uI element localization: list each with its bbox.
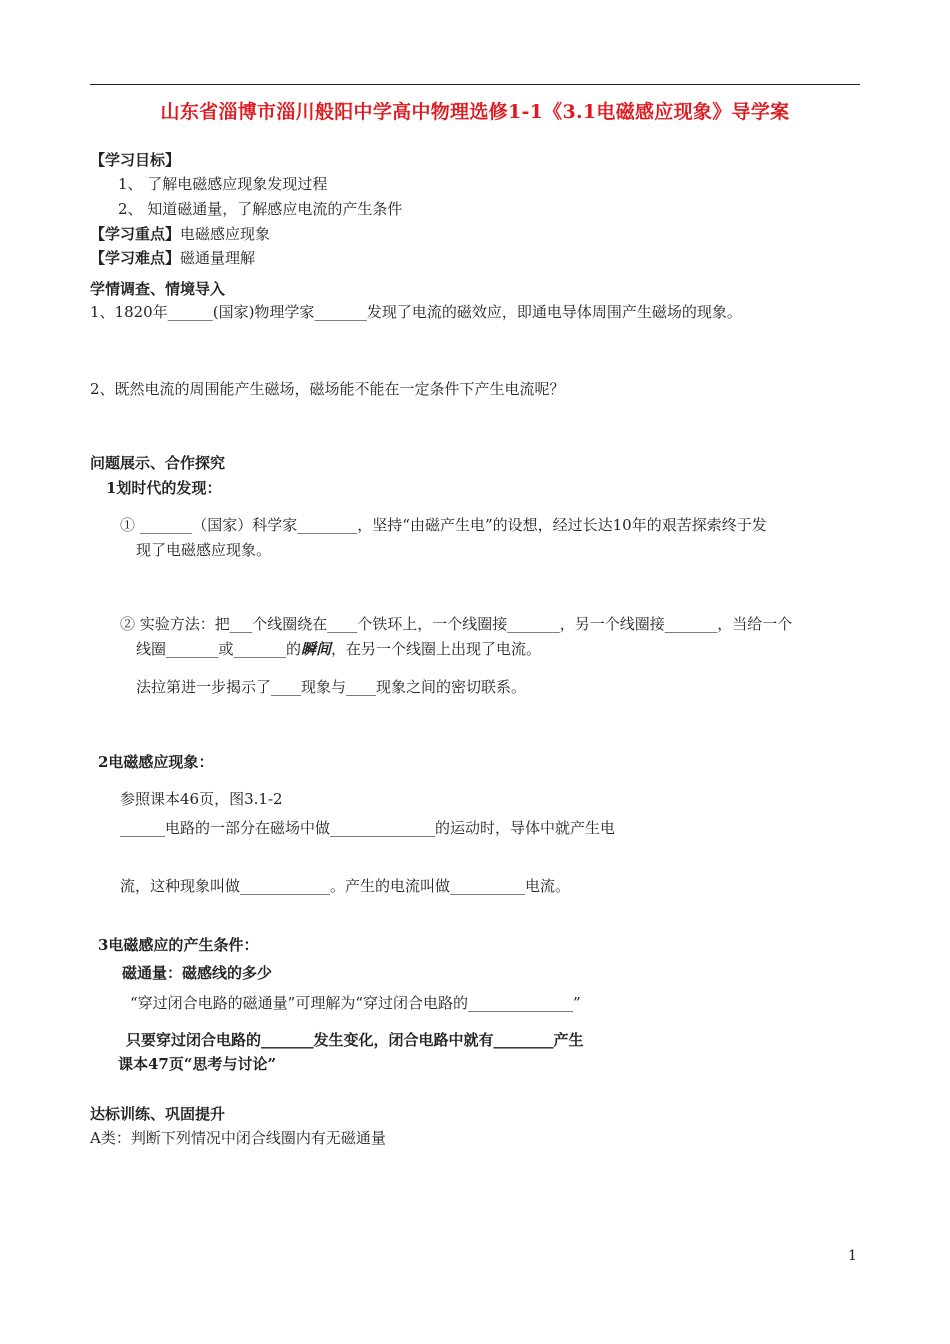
header-rule bbox=[90, 84, 860, 85]
section3-flux: 磁通量：磁感线的多少 bbox=[122, 964, 273, 982]
difficulty-text: 磁通量理解 bbox=[180, 249, 256, 267]
p2-line2-end: ，在另一个线圈上出现了电流。 bbox=[331, 640, 542, 658]
section1-p1-line2: 现了电磁感应现象。 bbox=[136, 541, 272, 559]
goals-heading: 【学习目标】 bbox=[90, 151, 181, 169]
p2-line2-start: 线圈_______或_______的 bbox=[136, 640, 302, 658]
goal-item-1: 1、 了解电磁感应现象发现过程 bbox=[118, 175, 328, 193]
intro-q1: 1、1820年______(国家)物理学家_______发现了电流的磁效应，即通电导体周围产生磁场的现象。 bbox=[90, 303, 742, 321]
key-point-label: 【学习重点】 bbox=[90, 225, 181, 243]
section1-p2-line2 bbox=[136, 639, 541, 659]
key-point-line bbox=[90, 224, 270, 244]
difficulty-label: 【学习难点】 bbox=[90, 249, 181, 267]
section3-textbook: 课本47页“思考与讨论” bbox=[118, 1055, 277, 1073]
section2-heading: 2电磁感应现象： bbox=[98, 753, 214, 771]
section3-heading: 3电磁感应的产生条件： bbox=[98, 936, 259, 954]
practice-heading: 达标训练、巩固提升 bbox=[90, 1105, 226, 1123]
section1-p3: 法拉第进一步揭示了____现象与____现象之间的密切联系。 bbox=[136, 678, 527, 696]
page-number: 1 bbox=[848, 1248, 857, 1264]
emphasis-instant: 瞬间 bbox=[301, 640, 332, 658]
section1-p2-line1: ② 实验方法：把___个线圈绕在____个铁环上，一个线圈接_______，另一个线圈接_______，当给一个 bbox=[120, 615, 793, 633]
section1-heading: 1划时代的发现： bbox=[106, 479, 222, 497]
key-point-text: 电磁感应现象 bbox=[180, 225, 271, 243]
difficulty-line bbox=[90, 248, 255, 268]
section2-ref: 参照课本46页，图3.1-2 bbox=[120, 790, 283, 808]
section1-p1-line1: ① _______（国家）科学家________，坚持“由磁产生电”的设想，经过长达10年的艰苦探索终于发 bbox=[120, 516, 767, 534]
section2-line1: ______电路的一部分在磁场中做______________的运动时，导体中就产生电 bbox=[120, 819, 616, 837]
goal-item-2: 2、 知道磁通量，了解感应电流的产生条件 bbox=[118, 200, 403, 218]
page-title: 山东省淄博市淄川般阳中学高中物理选修1-1《3.1电磁感应现象》导学案 bbox=[160, 101, 790, 123]
explore-heading: 问题展示、合作探究 bbox=[90, 454, 226, 472]
intro-heading: 学情调查、情境导入 bbox=[90, 280, 226, 298]
intro-q2: 2、既然电流的周围能产生磁场，磁场能不能在一定条件下产生电流呢？ bbox=[90, 380, 565, 398]
section3-condition: 只要穿过闭合电路的_______发生变化，闭合电路中就有________产生 bbox=[126, 1031, 584, 1049]
section2-line2: 流，这种现象叫做____________。产生的电流叫做__________电流。 bbox=[120, 877, 571, 895]
practice-a: A类：判断下列情况中闭合线圈内有无磁通量 bbox=[90, 1129, 386, 1147]
section3-quote: “穿过闭合电路的磁通量”可理解为“穿过闭合电路的______________” bbox=[130, 994, 581, 1012]
